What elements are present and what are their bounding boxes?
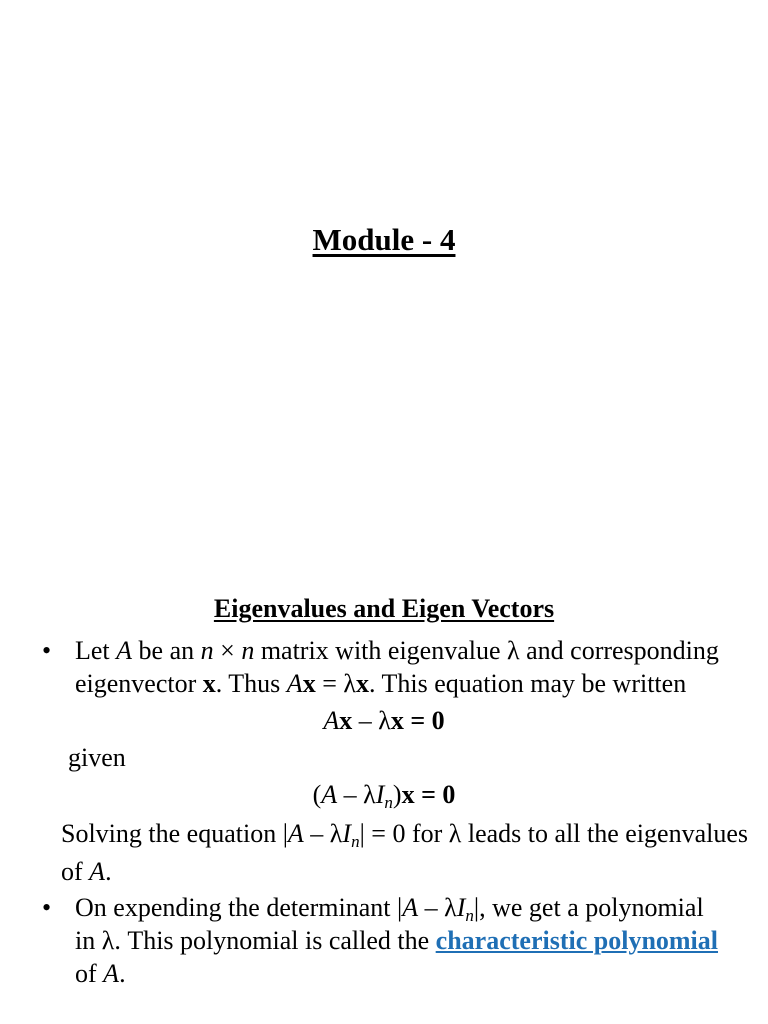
equation-ax-minus-lambda-x [0, 704, 768, 737]
bullet-let-a [0, 634, 768, 700]
text: – λ [337, 780, 376, 809]
var-a: A [103, 959, 120, 988]
text: Let [75, 636, 117, 665]
section-title: Eigenvalues and Eigen Vectors [213, 594, 555, 623]
text: × [213, 636, 242, 665]
zero-vector: 0 [431, 706, 445, 735]
solving-paragraph [0, 815, 768, 891]
text: . [119, 959, 126, 988]
text: . Thus [215, 669, 287, 698]
bullet-dot: • [42, 636, 52, 665]
var-n: n [200, 636, 214, 665]
var-a: A [286, 669, 303, 698]
var-n: n [241, 636, 255, 665]
text: – λ [418, 893, 457, 922]
text: = [403, 706, 432, 735]
zero-vector: 0 [442, 780, 456, 809]
text: . [105, 857, 112, 886]
var-i: I [375, 780, 385, 809]
var-i: I [342, 819, 352, 848]
subscript-n: n [351, 832, 360, 851]
vector-x: x [355, 669, 369, 698]
text: ) [392, 780, 402, 809]
vector-x: x [202, 669, 216, 698]
text: On expending the determinant | [75, 893, 403, 922]
vector-x: x [302, 669, 316, 698]
var-a: A [287, 819, 304, 848]
subscript-n: n [384, 793, 393, 812]
text: matrix with eigenvalue λ and corresponding eigenvector [75, 636, 719, 698]
given-text: given [68, 743, 126, 772]
text: – λ [303, 819, 343, 848]
text: . This equation may be written [368, 669, 687, 698]
subscript-n: n [465, 906, 474, 925]
var-a: A [89, 857, 106, 886]
var-a: A [321, 780, 338, 809]
text: | = 0 for λ leads to all the eigenvalues of [61, 819, 748, 886]
var-a: A [323, 706, 340, 735]
text: = [414, 780, 443, 809]
equation-a-minus-lambda-i [0, 778, 768, 811]
var-a: A [402, 893, 419, 922]
module-title: Module - 4 [312, 222, 456, 257]
var-i: I [456, 893, 466, 922]
text: ( [312, 780, 322, 809]
characteristic-polynomial-link[interactable]: characteristic polynomial [435, 926, 719, 955]
bullet-dot: • [42, 893, 52, 922]
vector-x: x [339, 706, 353, 735]
text: |, we get a polynomial in λ. This polynomial is called the [75, 893, 704, 955]
var-a: A [116, 636, 133, 665]
bullet-expanding-determinant [0, 891, 768, 990]
text: – λ [352, 706, 391, 735]
text: be an [132, 636, 201, 665]
text: = λ [315, 669, 356, 698]
slide-content [0, 634, 768, 990]
vector-x: x [390, 706, 404, 735]
vector-x: x [401, 780, 415, 809]
text: Solving the equation | [61, 819, 288, 848]
text: of [75, 959, 104, 988]
